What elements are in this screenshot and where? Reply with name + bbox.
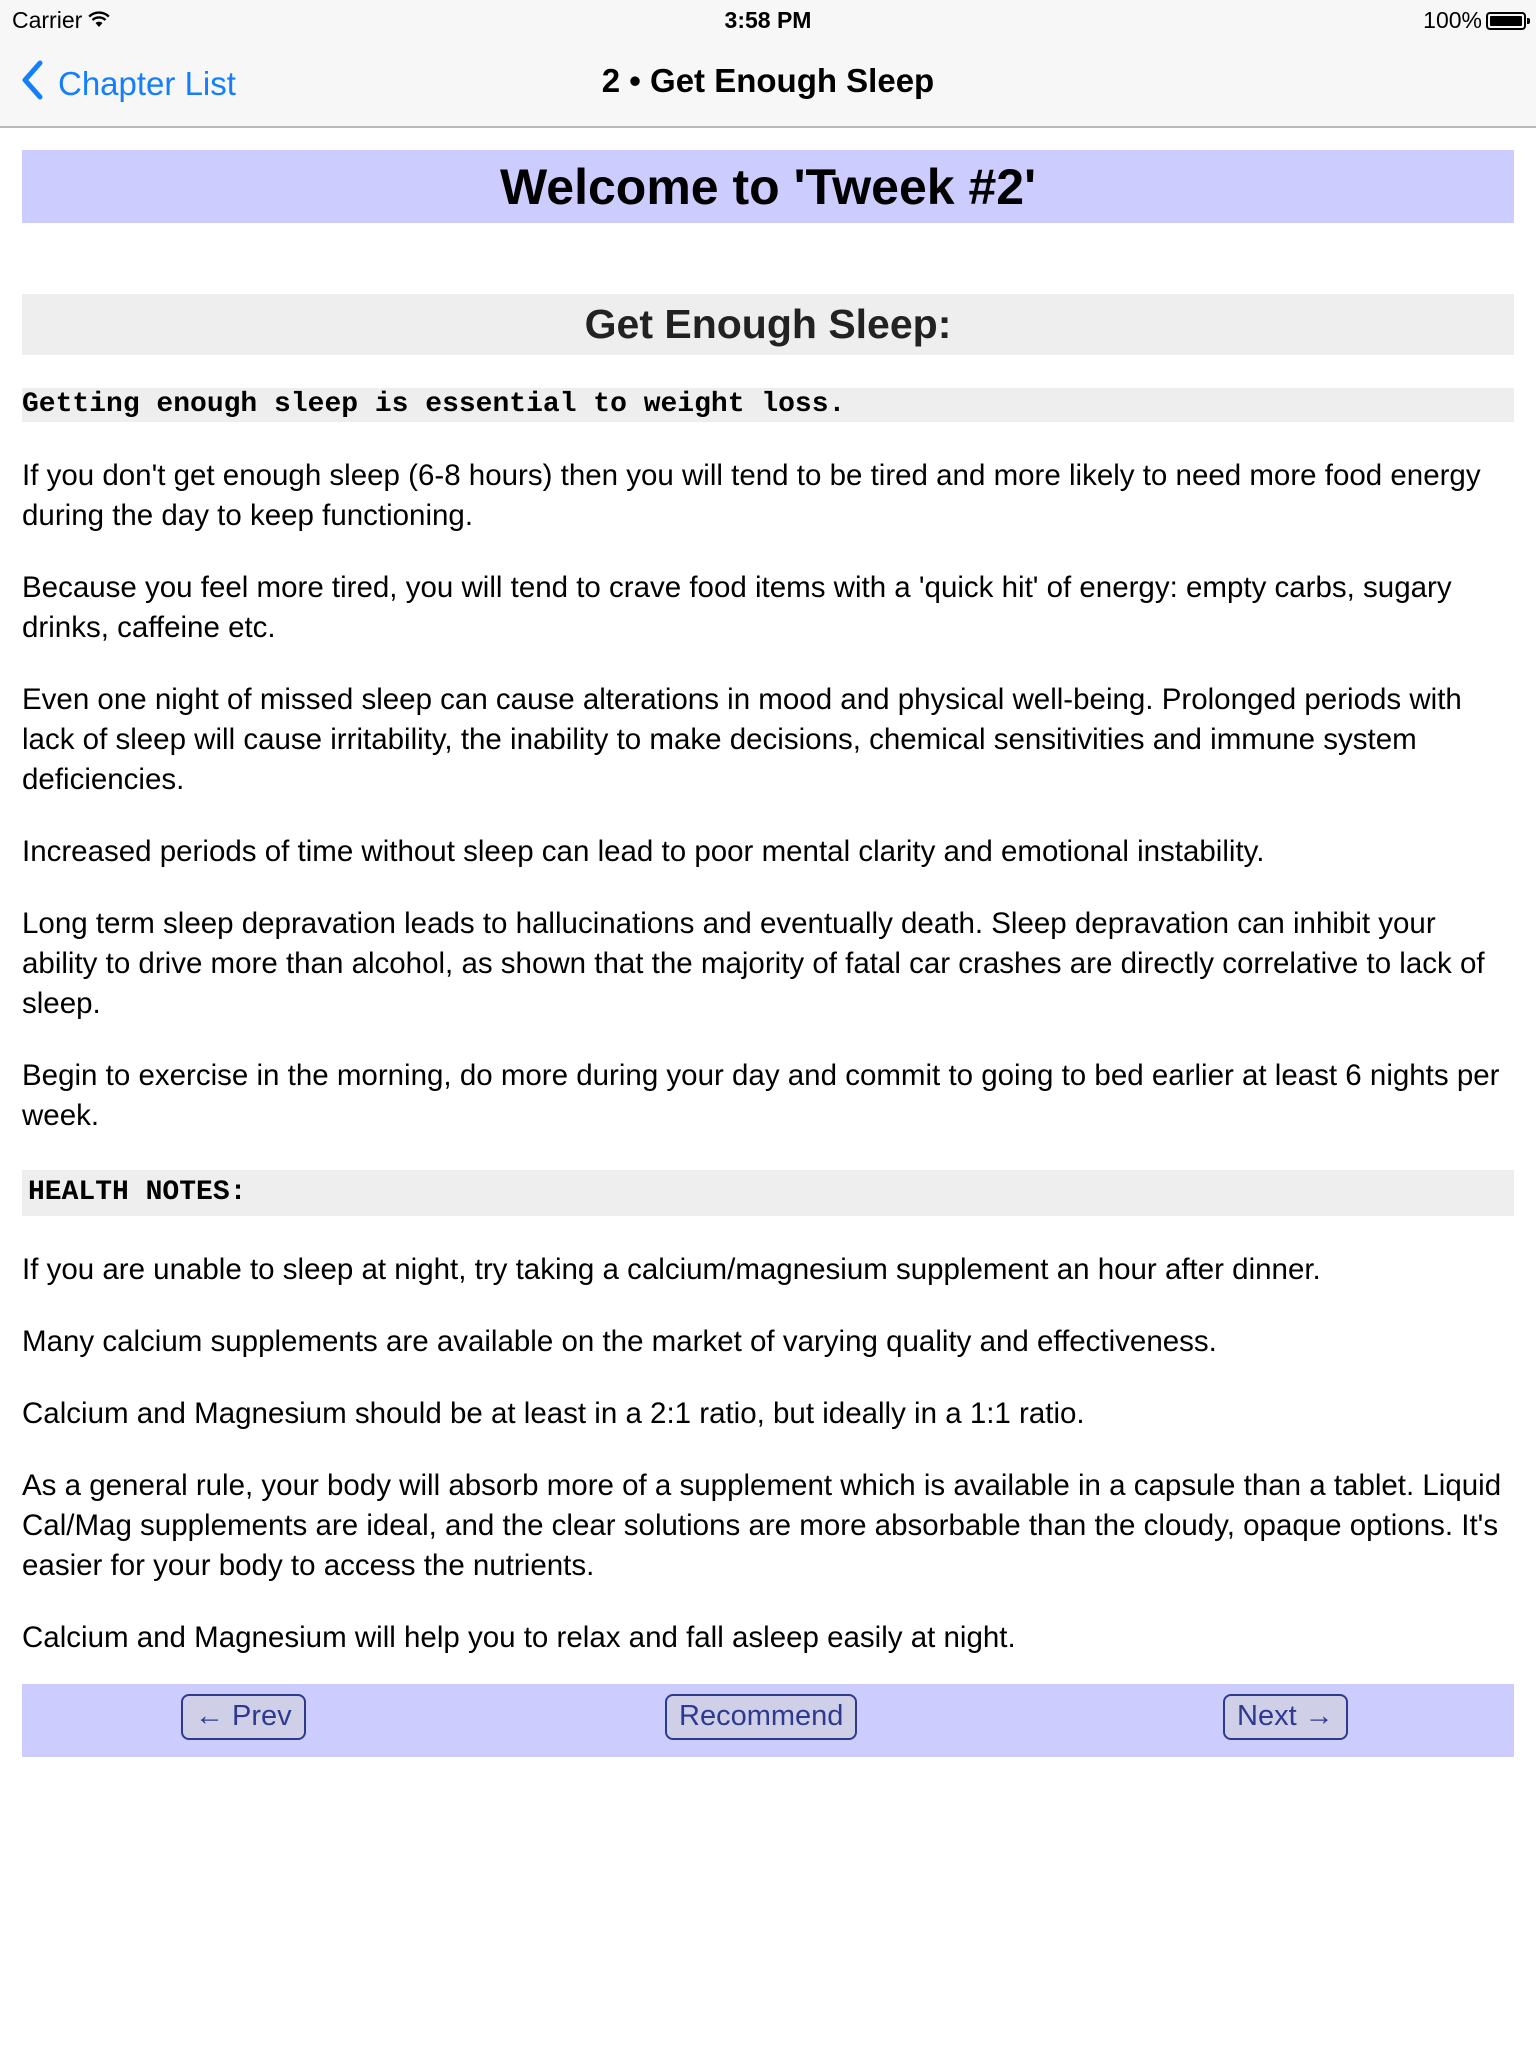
paragraph: Long term sleep depravation leads to hallucinations and eventually death. Sleep depravation can inhibit your ability to drive more than alcohol, as shown that the majority of fatal car crashes are directly correlative to lack of sleep. [22, 907, 1485, 1020]
health-note: Calcium and Magnesium should be at least in a 2:1 ratio, but ideally in a 1:1 ratio. [22, 1397, 1085, 1430]
paragraph: Begin to exercise in the morning, do more during your day and commit to going to bed earlier at least 6 nights per week. [22, 1059, 1500, 1132]
battery-icon [1486, 12, 1526, 30]
back-button-label: Chapter List [58, 65, 236, 102]
paragraph: If you don't get enough sleep (6-8 hours) then you will tend to be tired and more likely to need more food energy during the day to keep functioning. [22, 459, 1481, 532]
status-bar [0, 0, 1536, 40]
section-heading [22, 294, 1514, 355]
battery-percent: 100% [1423, 7, 1482, 33]
paragraph: Because you feel more tired, you will tend to crave food items with a 'quick hit' of energy: empty carbs, sugary drinks, caffeine etc. [22, 571, 1452, 644]
chapter-navigation-bar [22, 1684, 1514, 1757]
paragraph: Even one night of missed sleep can cause alterations in mood and physical well-being. Prolonged periods with lack of sleep will cause irritability, the inability to make decisions, chemical sensitivities and immune system deficiencies. [22, 683, 1462, 796]
chapter-content [22, 150, 1514, 1658]
paragraph: Increased periods of time without sleep can lead to poor mental clarity and emotional instability. [22, 835, 1265, 868]
back-button[interactable] [20, 60, 236, 108]
health-note: Many calcium supplements are available on the market of varying quality and effectiveness. [22, 1325, 1217, 1358]
health-note: If you are unable to sleep at night, try taking a calcium/magnesium supplement an hour after dinner. [22, 1253, 1321, 1286]
welcome-title: Welcome to 'Tweek #2' [499, 158, 1036, 215]
health-note: As a general rule, your body will absorb more of a supplement which is available in a capsule than a tablet. Liquid Cal/Mag supplements are ideal, and the clear solutions are more absorbable than the cloudy, opaque options. It's easier for your body to access the nutrients. [22, 1469, 1502, 1582]
health-note: Calcium and Magnesium will help you to relax and fall asleep easily at night. [22, 1621, 1016, 1654]
welcome-banner [22, 150, 1514, 223]
battery-status [1423, 7, 1526, 34]
carrier-info [12, 7, 110, 34]
navigation-bar [0, 40, 1536, 128]
wifi-icon [88, 7, 110, 34]
prev-button[interactable]: ← Prev [181, 1694, 306, 1740]
page-title: 2 • Get Enough Sleep [601, 62, 935, 99]
chevron-left-icon [20, 60, 58, 108]
carrier-label: Carrier [12, 7, 83, 33]
section-title: Get Enough Sleep: [584, 301, 952, 347]
tagline-banner: Getting enough sleep is essential to weight loss. [22, 388, 1514, 422]
next-button[interactable]: Next → [1223, 1694, 1348, 1740]
recommend-button[interactable]: Recommend [665, 1694, 857, 1740]
health-notes-heading: HEALTH NOTES: [22, 1170, 1514, 1216]
status-time: 3:58 PM [724, 7, 812, 33]
